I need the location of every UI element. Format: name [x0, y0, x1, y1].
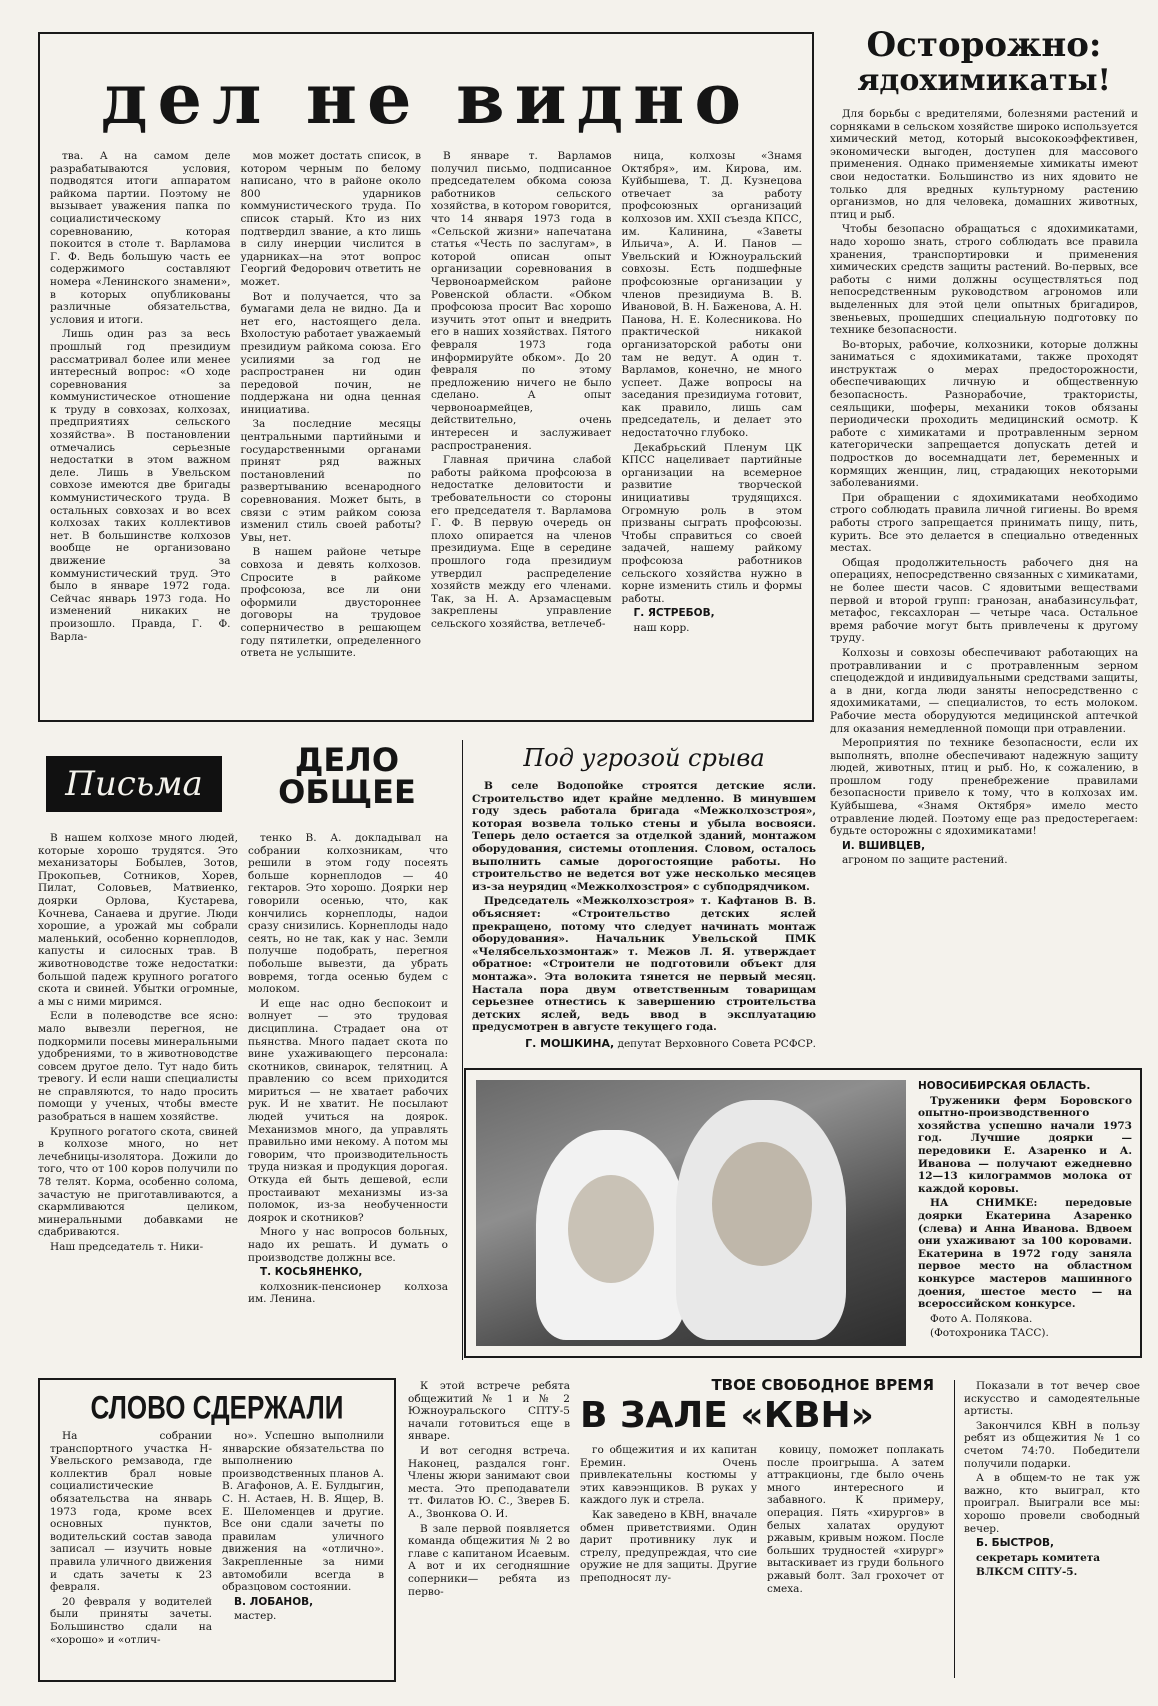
photo-credit-agency: (Фотохроника ТАСС). — [930, 1327, 1049, 1340]
letters-col-1: В нашем колхозе много людей, которые хорошо трудятся. Это механизаторы Бобылев, Зотов, Прокопьев, Сотников, Хорев, Пилат, Соловьев, Матвиенко, доярки Орлова, Кустарева, Кочнева, Санаева и другие. Люди хорошие, а урожай мы собрали маленький, особенно корнеплодов, капусты и силосных трав. В животноводстве тоже недостатки: большой падеж крупного рогатого скота и свиней. Убытки огромные, а мы с ними миримся. Если в полеводстве все ясно: мало вывезли перегноя, не подкормили посевы минеральными удобрениями, то в животноводстве совсем другое дело. Тут надо бить тревогу. И если наши специалисты не справляются, то надо просить помощи у ученых, чтобы вместе разобраться в нашем хозяйстве. Крупного рогатого скота, свиней в колхозе много, но нет лечебницы-изолятора. Дожили до того, что от 100 коров получили по 78 телят. Корма, особенно солома, зачастую не приготавливаются, а скармливаются целиком, минеральными добавками не сдабриваются. Наш председатель т. Ники- — [38, 832, 238, 1253]
headline-del-ne-vidno: дел не видно — [100, 57, 752, 140]
kvn-author-org: ВЛКСМ СПТУ-5. — [976, 1566, 1078, 1579]
article1-author: Г. ЯСТРЕБОВ, — [633, 607, 715, 620]
face-right — [712, 1142, 812, 1266]
photo-dateline: НОВОСИБИРСКАЯ ОБЛАСТЬ. — [918, 1080, 1091, 1092]
article-del-ne-vidno — [38, 32, 814, 722]
headline-pod-ugrozoy: Под угрозой срыва — [523, 744, 765, 772]
article1-col-2: мов может достать список, в котором черным по белому написано, что в районе около 800 ударников коммунистического труда. По список старый. Кто из них подтвердил звание, а кто лишь в силу инерции числится в ударниках—на этот вопрос Георгий Федорович ответить не может. Вот и получается, что за бумагами дела не видно. Да и нет его, настоящего дела. Вхолостую работает уважаемый президиум райкома союза. Его усилиями за год не распространен ни один передовой почин, не поддержана ни одна ценная инициатива. За последние месяцы центральными партийными и государственными органами принят ряд важных постановлений по развертыванию всенародного соревнования. Может быть, в связи с этим райком союза изменил стиль своей работы? Увы, нет. В нашем районе четыре совхоза и девять колхозов. Спросите в райкоме профсоюза, все ли они оформили двустороннее договоры на трудовое соперничество в решающем году пятилетки, определенного ответа не услышите. — [240, 150, 421, 660]
headline-v-zale-kvn: В ЗАЛЕ «КВН» — [580, 1395, 874, 1436]
article1-author-role: наш корр. — [633, 621, 690, 634]
photo-caption: НОВОСИБИРСКАЯ ОБЛАСТЬ. Труженики ферм Боровского опытно-производственного хозяйства успешно начали 1973 год. Лучшие доярки — передовики Е. Азаренко и А. Иванова — получают ежедневно 12—13 килограммов молока от каждой коровы. НА СНИМКЕ: передовые доярки Екатерина Азаренко (слева) и Анна Иванова. Вдвоем они ухаживают за 100 коровами. Екатерина в 1972 году заняла первое место на областном конкурсе мастеров машинного доения, шестое место — на всероссийском конкурсе. Фото А. Полякова. (Фотохроника ТАСС). — [918, 1080, 1132, 1340]
kvn-col-3: Показали в тот вечер свое искусство и самодеятельные артисты. Закончился КВН в пользу ребят из общежития № 1 со счетом 74:70. Победители получили подарки. А в общем-то не так уж важно, кто выиграл, кто проиграл. Выиграли все мы: хорошо провели свободный вечер. Б. БЫСТРОВ, секретарь комитета ВЛКСМ СПТУ-5. — [964, 1380, 1140, 1579]
article-pod-ugrozoy-sryva: Под угрозой срыва В селе Водопойке строятся детские ясли. Строительство идет крайне медленно. В минувшем году здесь работала бригада «Межколхозстроя», которая возвела только стены и убыла восвояси. Теперь дело остается за отделкой зданий, монтажом оборудования, системы отопления. Словом, осталось выполнить самые дорогостоящие работы. Но строительство не ведется вот уже несколько месяцев из-за неурядиц «Межколхозстроя» с субподрядчиком. Председатель «Межколхозстроя» т. Кафтанов В. В. объясняет: «Строительство детских яслей прекращено, потому что следует начинать монтаж оборудования». Начальник Увельской ПМК «Челябсельхозмонтаж» т. Межов Л. Я. утверждает обратное: «Строители не подготовили объект для монтажа». Эта волокита тянется не первый месяц. Настала пора двум ответственным товарищам серьезнее отнестись к завершению строительства детских яслей, ведь ввод в эксплуатацию предусмотрен в августе текущего года. Г. МОШКИНА, депутат Верховного Совета РСФСР. — [472, 744, 816, 1050]
article-yadokhimikaty — [826, 22, 1142, 1070]
headline-yadokhimikaty: ядохимикаты! — [857, 63, 1111, 98]
kvn-lead-col: К этой встрече ребята общежитий № 1 и № 2 Южноуральского СПТУ-5 начали готовиться еще в январе. И вот сегодня встреча. Наконец, раздался гонг. Члены жюри занимают свои места. Это преподаватели тт. Филатов Ю. С., Зверев Б. А., Звонкова О. И. В зале первой появляется команда общежития № 2 во главе с капитаном Исаевым. А вот и их сегодняшние соперники— ребята из перво- — [408, 1380, 570, 1598]
article4-author-role: депутат Верховного Совета РСФСР. — [617, 1037, 816, 1050]
letters-author-role: колхозник-пенсионер колхоза им. Ленина. — [248, 1280, 448, 1306]
rubric-tvoe-svobodnoe-vremya: ТВОЕ СВОБОДНОЕ ВРЕМЯ — [711, 1376, 934, 1394]
article5-col-1: На собрании транспортного участка Н-Увельского ремзавода, где коллектив брал новые социалистические обязательства на январь 1973 года, кроме всех основных пунктов, водительский состав завода записал — изучить новые правила уличного движения и сдать зачеты к 23 февраля. 20 февраля у водителей были приняты зачеты. Большинство сдали на «хорошо» и «отлич- — [50, 1430, 212, 1646]
face-left — [568, 1175, 654, 1283]
article2-author: И. ВШИВЦЕВ, — [842, 839, 926, 852]
letters-col-2: тенко В. А. докладывал на собрании колхозникам, что решили в этом году посеять больше корнеплодов — 40 гектаров. Это хорошо. Доярки нер говорили осенью, что, как кончились корнеплоды, надои сразу снизились. Корнеплоды надо сеять, но не так, как у нас. Земли получше подобрать, перегноя побольше вывезти, да убрать вовремя, тогда осенью будем с молоком. И еще нас одно беспокоит и волнует — это трудовая дисциплина. Страдает она от пьянства. Много падает скота по вине ухаживающего персонала: скотников, свинарок, телятниц. А правлению со всем приходится мириться — не хватает рабочих рук. И не хватит. Не посылают людей учиться на доярок. Механизмов много, да управлять правильно ими некому. А потом мы говорим, что производительность труда низкая и продукция дорогая. Откуда ей быть дешевой, если простаивают механизмы из-за поломок, из-за необученности доярок и скотников? Много у нас вопросов больных, надо их решать. И думать о производстве должны все. Т. КОСЬЯНЕНКО, колхозник-пенсионер колхоза им. Ленина. — [248, 832, 448, 1306]
rubric-pisma — [46, 756, 222, 812]
kvn-col-1: го общежития и их капитан Еремин. Очень привлекательны костюмы у этих кавээнщиков. В руках у каждого лук и стрела. Как заведено в КВН, вначале обмен приветствиями. Один дарит противнику лук и стрелу, предупреждая, что сие оружие не для защиты. Другие преподносят лу- — [580, 1444, 757, 1584]
article5-author-role: мастер. — [234, 1610, 277, 1623]
headline-ostorozhno: Осторожно: — [866, 25, 1102, 65]
article-delo-obshchee — [38, 740, 458, 1360]
kvn-col-2: ковицу, поможет поплакать после проигрыша. А затем аттракционы, где было очень много интересного и забавного. К примеру, операция. Пять «хирургов» в белых халатах орудуют ржавым, кривым ножом. После больших трудностей «хирург» вытаскивает из груди больного ржавый болт. Зал грохочет от смеха. — [767, 1444, 944, 1595]
rubric-pisma-label: Письма — [65, 764, 203, 804]
photo-milkmaids — [476, 1080, 906, 1346]
article1-col-3: В январе т. Варламов получил письмо, подписанное председателем обкома союза работников сельского хозяйства, в котором говорится, что 14 января 1973 года в «Сельской жизни» напечатана статья «Честь по заслугам», в которой описан опыт организации соревнования в Червоноармейском районе Ровенской области. «Обком профсоюза просит Вас хорошо изучить этот опыт и внедрить его в наших хозяйствах. Пятого февраля 1973 года информируйте обком». До 20 февраля по этому предложению ничего не было сделано. А опыт червоноармейцев, действительно, очень интересен и заслуживает распространения. Главная причина слабой работы райкома профсоюза в недостатке деловитости и требовательности со стороны его председателя т. Варламова Г. Ф. В первую очередь он плохо опирается на членов президиума. Еще в середине прошлого года президиум утвердил распределение хозяйств между его членами. Так, за Н. А. Арзамасцевым закреплены управление сельского хозяйства, ветлечеб- — [431, 150, 612, 630]
article5-col-2: но». Успешно выполнили январские обязательства по выполнению производственных планов А. В. Агафонов, А. Е. Булдыгин, С. Н. Астаев, Н. В. Ящер, В. Е. Шеломенцев и другие. Все они сдали зачеты по правилам уличного движения на «отлично». Закрепленные за ними автомобили всегда в образцовом состоянии. В. ЛОБАНОВ, мастер. — [222, 1430, 384, 1623]
headline-obshchee: ОБЩЕЕ — [278, 773, 416, 811]
article-slovo-sderzhali — [38, 1378, 396, 1682]
article1-col-1: тва. А на самом деле разрабатываются условия, подводятся итоги аппаратом райкома партии. Поэтому не вызывает уважения папка по социалистическому соревнованию, которая покоится в столе т. Варламова Г. Ф. Ведь большую часть ее содержимого составляют номера «Ленинского знамени», в которых опубликованы различные обязательства, условия и итоги. Лишь один раз за весь прошлый год президиум рассматривал более или менее интересный вопрос: «О ходе соревнования за коммунистическое отношение к труду в совхозах, колхозах, предприятиях сельского хозяйства». В постановлении отмечались серьезные недостатки в этом важном деле. Лишь в Увельском совхозе имеются две бригады коммунистического труда. В остальных совхозах и во всех колхозах таких коллективов нет. В большинстве колхозов вообще не организовано движение за коммунистический труд. Это было в январе 1972 года. Сейчас январь 1973 года. Но изменений никаких не произошло. Правда, Г. Ф. Варла- — [50, 150, 231, 643]
article2-author-role: агроном по защите растений. — [842, 854, 1008, 867]
kvn-divider — [954, 1380, 955, 1678]
letters-author: Т. КОСЬЯНЕНКО, — [260, 1266, 363, 1279]
headline-slovo-sderzhali: СЛОВО СДЕРЖАЛИ — [90, 1388, 344, 1426]
photo-block — [464, 1068, 1142, 1358]
article4-author: Г. МОШКИНА, — [525, 1036, 615, 1050]
divider-vertical-1 — [462, 740, 463, 1360]
kvn-author: Б. БЫСТРОВ, — [976, 1537, 1055, 1550]
article2-body: Для борьбы с вредителями, болезнями растений и сорняками в сельском хозяйстве широко используется химический метод, который высококоэффективен, экономически выгоден, доступен для массового применения. Однако применяемые химикаты имеют свои недостатки. Большинство из них ядовито не только для вредных культурному растению организмов, но для человека, домашних животных, птиц и рыб. Чтобы безопасно обращаться с ядохимикатами, надо хорошо знать, строго соблюдать все правила хранения, транспортировки и применения химических средств защиты растений. Во-первых, все работы с ними должны осуществляться под непосредственным руководством агрономов или выделенных для этой цели опытных бригадиров, звеньевых, прошедших специальную подготовку по технике безопасности. Во-вторых, рабочие, колхозники, которые должны заниматься с ядохимикатами, также проходят инструктаж о мерах предосторожности, обеспечивающих личную и общественную безопасность. Разнорабочие, трактористы, сеяльщики, шоферы, механики токов обязаны периодически проходить медицинский осмотр. К работе с химикатами и протравленным зерном категорически запрещается допускать детей и подростков до восемнадцати лет, беременных и кормящих женщин, лиц, страдающих некоторыми заболеваниями. При обращении с ядохимикатами необходимо строго соблюдать правила личной гигиены. Во время работы строго запрещается принимать пищу, пить, курить. Все это делается в специально отведенных местах. Общая продолжительность рабочего дня на операциях, непосредственно связанных с химикатами, не более шести часов. С ядовитыми веществами первой и второй групп: гранозан, анабазинсульфат, метафос, гексахлоран — четыре часа. Остальное время рабочие могут быть привлечены к другому труду. Колхозы и совхозы обеспечивают работающих на протравливании и с протравленным зерном спецодеждой и индивидуальными средствами защиты, а в дни, когда люди заняты непосредственно с ядохимикатами, — специалистов, то есть молоком. Рабочие места оборудуются медицинской аптечкой для оказания немедленной помощи при отравлении. Мероприятия по технике безопасности, если их выполнять, вполне обеспечивают надежную защиту людей, животных, птиц и рыб. Но, к сожалению, в прошлом году пренебрежение правилами безопасности привело к тому, что в колхозах им. Куйбышева, «Знамя Октября» имело место отравление людей. Поэтому еще раз предостерегаем: будьте осторожны с ядохимикатами! И. ВШИВЦЕВ, агроном по защите растений. — [830, 108, 1138, 867]
kvn-author-role: секретарь комитета — [976, 1551, 1101, 1564]
photo-credit: Фото А. Полякова. — [930, 1312, 1033, 1325]
article1-col-4: ница, колхозы «Знамя Октября», им. Кирова, им. Куйбышева, Т. Д. Кузнецова отвечает за работу профсоюзных организаций колхозов им. XXII съезда КПСС, им. Калинина, «Заветы Ильича», А. И. Панов — Увельский и Южноуральский совхозы. Есть подшефные профсоюзные организации у членов президиума В. В. Ивановой, В. Н. Баженова, А. Н. Панова, Н. Е. Колесникова. Но практической никакой организаторской работы они там не ведут. А один т. Варламов, конечно, не много успеет. Даже вопросы на заседания президиума готовит, как правило, лишь сам председатель, и делает это недостаточно глубоко. Декабрьский Пленум ЦК КПСС нацеливает партийные организации на всемерное развитие творческой инициативы трудящихся. Огромную роль в этом призваны сыграть профсоюзы. Чтобы справиться со своей задачей, нашему райкому профсоюза работников сельского хозяйства нужно в корне изменить стиль и формы работы. Г. ЯСТРЕБОВ, наш корр. — [621, 150, 802, 634]
headline-delo: ДЕЛО — [294, 741, 400, 779]
article5-author: В. ЛОБАНОВ, — [234, 1595, 314, 1608]
article-v-zale-kvn — [408, 1374, 1142, 1684]
